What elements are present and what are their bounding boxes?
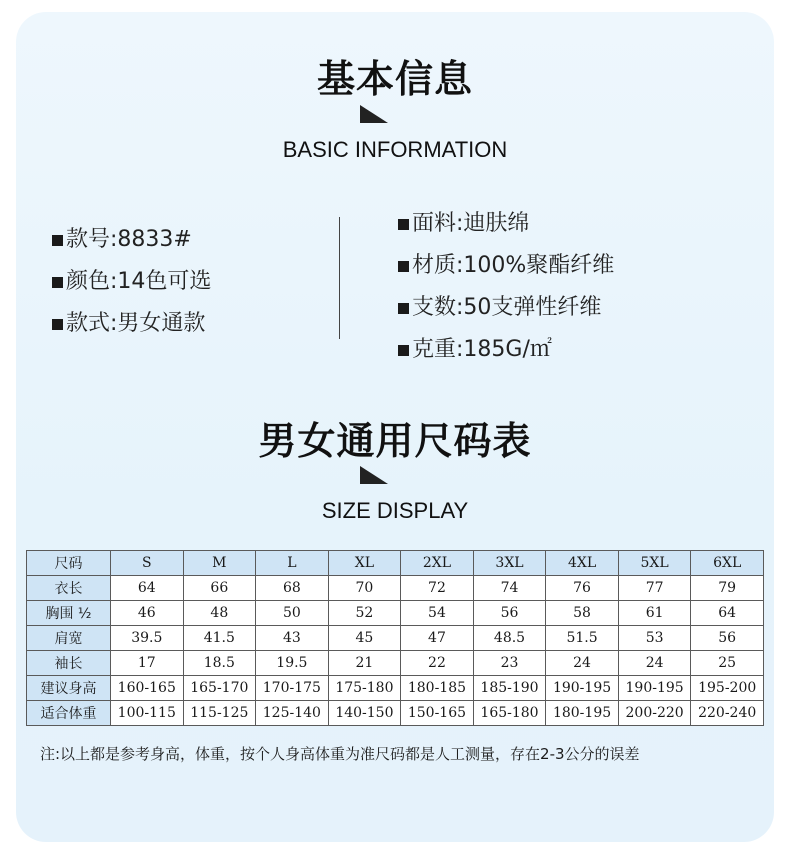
- table-cell: 150-165: [401, 701, 474, 726]
- table-row: [27, 576, 764, 601]
- size-note: 注:以上都是参考身高，体重，按个人身高体重为准尺码都是人工测量，存在2-3公分的误差: [40, 745, 640, 763]
- header-cell: L: [256, 551, 329, 576]
- table-row: [27, 701, 764, 726]
- square-bullet-icon: [52, 319, 63, 330]
- table-cell: 76: [546, 576, 619, 601]
- table-cell: 48.5: [473, 626, 546, 651]
- table-cell: 56: [473, 601, 546, 626]
- size-table: [26, 550, 764, 726]
- table-cell: 23: [473, 651, 546, 676]
- table-cell: 47: [401, 626, 474, 651]
- table-cell: 19.5: [256, 651, 329, 676]
- info-text: 材质:100%聚酯纤维: [412, 252, 615, 278]
- table-cell: 22: [401, 651, 474, 676]
- info-text: 支数:50支弹性纤维: [412, 294, 602, 320]
- table-cell: 24: [618, 651, 691, 676]
- basic-info-subtitle: BASIC INFORMATION: [282, 137, 508, 162]
- table-cell: 50: [256, 601, 329, 626]
- table-cell: 52: [328, 601, 401, 626]
- table-cell: 125-140: [256, 701, 329, 726]
- info-item-fabric: [398, 200, 614, 242]
- table-cell: 195-200: [691, 676, 764, 701]
- table-cell: 115-125: [183, 701, 256, 726]
- table-row: [27, 651, 764, 676]
- table-cell: 17: [111, 651, 184, 676]
- header-cell: 5XL: [618, 551, 691, 576]
- table-cell: 56: [691, 626, 764, 651]
- triangle-marker-icon: [360, 105, 388, 123]
- table-cell: 185-190: [473, 676, 546, 701]
- table-cell: 61: [618, 601, 691, 626]
- size-chart-title: 男女通用尺码表: [258, 419, 532, 463]
- table-cell: 200-220: [618, 701, 691, 726]
- table-cell: 39.5: [111, 626, 184, 651]
- info-text: 克重:185G/㎡: [412, 336, 552, 362]
- header-cell: 尺码: [27, 551, 111, 576]
- table-cell: 77: [618, 576, 691, 601]
- table-cell: 175-180: [328, 676, 401, 701]
- table-cell: 24: [546, 651, 619, 676]
- square-bullet-icon: [398, 345, 409, 356]
- header-cell: XL: [328, 551, 401, 576]
- table-cell: 21: [328, 651, 401, 676]
- table-cell: 64: [111, 576, 184, 601]
- table-cell: 53: [618, 626, 691, 651]
- table-cell: 79: [691, 576, 764, 601]
- table-cell: 66: [183, 576, 256, 601]
- table-row: [27, 601, 764, 626]
- table-cell: 46: [111, 601, 184, 626]
- header-cell: 2XL: [401, 551, 474, 576]
- basic-info-title: 基本信息: [316, 57, 473, 101]
- table-cell: 64: [691, 601, 764, 626]
- square-bullet-icon: [398, 219, 409, 230]
- table-cell: 25: [691, 651, 764, 676]
- header-cell: S: [111, 551, 184, 576]
- info-left-column: [52, 216, 211, 342]
- table-cell: 170-175: [256, 676, 329, 701]
- row-label-cell: 建议身高: [27, 676, 111, 701]
- table-cell: 45: [328, 626, 401, 651]
- info-divider: [339, 217, 340, 339]
- header-cell: 3XL: [473, 551, 546, 576]
- square-bullet-icon: [398, 261, 409, 272]
- table-cell: 43: [256, 626, 329, 651]
- info-text: 面料:迪肤绵: [412, 210, 530, 236]
- size-chart-subtitle: SIZE DISPLAY: [321, 498, 469, 523]
- table-cell: 160-165: [111, 676, 184, 701]
- table-cell: 190-195: [618, 676, 691, 701]
- triangle-marker-icon: [360, 466, 388, 484]
- table-cell: 48: [183, 601, 256, 626]
- table-cell: 165-180: [473, 701, 546, 726]
- table-cell: 18.5: [183, 651, 256, 676]
- table-cell: 74: [473, 576, 546, 601]
- row-label-cell: 胸围 ½: [27, 601, 111, 626]
- table-cell: 54: [401, 601, 474, 626]
- table-row: [27, 626, 764, 651]
- table-cell: 70: [328, 576, 401, 601]
- table-row: [27, 676, 764, 701]
- table-cell: 220-240: [691, 701, 764, 726]
- table-cell: 190-195: [546, 676, 619, 701]
- info-item-style: [52, 300, 211, 342]
- table-cell: 72: [401, 576, 474, 601]
- info-text: 颜色:14色可选: [66, 268, 212, 294]
- table-cell: 180-185: [401, 676, 474, 701]
- row-label-cell: 肩宽: [27, 626, 111, 651]
- info-item-yarn-count: [398, 284, 614, 326]
- table-cell: 51.5: [546, 626, 619, 651]
- table-cell: 140-150: [328, 701, 401, 726]
- info-right-column: [398, 200, 614, 368]
- table-cell: 68: [256, 576, 329, 601]
- table-cell: 58: [546, 601, 619, 626]
- size-header-row: [27, 551, 764, 576]
- info-text: 款号:8833#: [66, 226, 192, 252]
- info-text: 款式:男女通款: [66, 310, 206, 336]
- header-cell: 4XL: [546, 551, 619, 576]
- row-label-cell: 袖长: [27, 651, 111, 676]
- info-item-style-number: [52, 216, 211, 258]
- square-bullet-icon: [52, 277, 63, 288]
- info-item-material: [398, 242, 614, 284]
- row-label-cell: 衣长: [27, 576, 111, 601]
- header-cell: 6XL: [691, 551, 764, 576]
- row-label-cell: 适合体重: [27, 701, 111, 726]
- header-cell: M: [183, 551, 256, 576]
- info-item-color: [52, 258, 211, 300]
- table-cell: 100-115: [111, 701, 184, 726]
- table-cell: 180-195: [546, 701, 619, 726]
- square-bullet-icon: [52, 235, 63, 246]
- table-cell: 41.5: [183, 626, 256, 651]
- info-item-weight: [398, 326, 614, 368]
- table-cell: 165-170: [183, 676, 256, 701]
- square-bullet-icon: [398, 303, 409, 314]
